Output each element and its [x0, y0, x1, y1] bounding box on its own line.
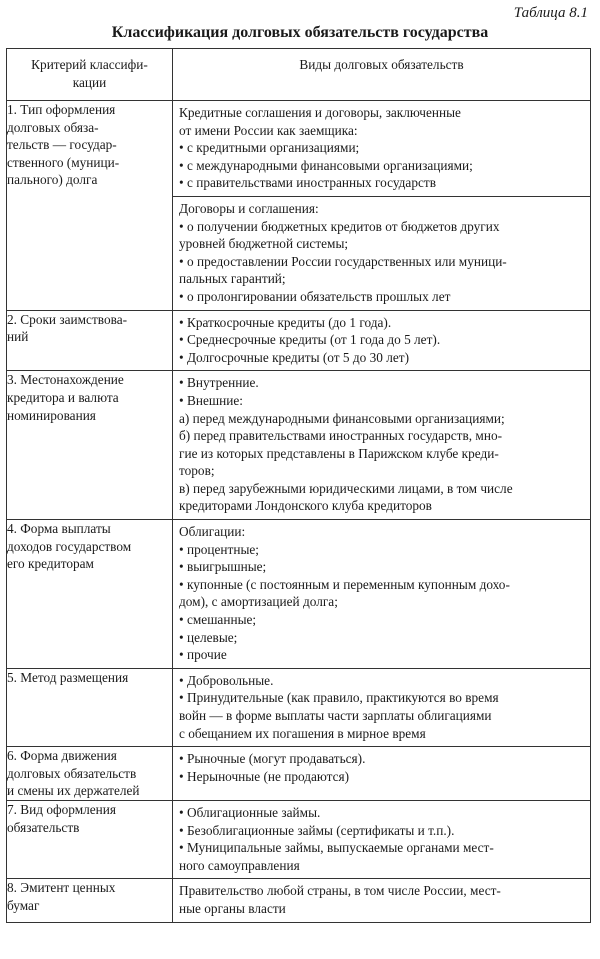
types-text-line: торов; [179, 463, 215, 479]
types-text-line: а) перед международными финансовыми организациями; [179, 410, 505, 426]
table-row [7, 101, 591, 311]
types-text-line: в) перед зарубежными юридическими лицами, в том числе [179, 480, 513, 496]
types-block [173, 311, 590, 371]
header-criterion [7, 49, 173, 101]
criterion-cell [7, 101, 173, 311]
types-block [173, 669, 590, 746]
types-text-line: кредиторами Лондонского клуба кредиторов [179, 498, 432, 514]
types-text-line: • Среднесрочные кредиты (от 1 года до 5 лет). [179, 332, 441, 348]
criterion-cell [7, 747, 173, 801]
types-cell [173, 520, 591, 669]
criterion-text-line: 2. Сроки заимствова- [7, 311, 128, 327]
types-text-line: • о пролонгировании обязательств прошлых лет [179, 288, 451, 304]
criterion-text-line: 1. Тип оформления [7, 102, 116, 117]
types-text-line: • Безоблигационные займы (сертификаты и т.п.). [179, 822, 455, 838]
types-text-line: • Нерыночные (не продаются) [179, 768, 350, 784]
types-text-line: Кредитные соглашения и договоры, заключенные [179, 105, 461, 120]
types-text-line: ные органы власти [179, 900, 286, 916]
criterion-text-line: 6. Форма движения [7, 748, 117, 764]
types-block [173, 371, 590, 519]
types-text-line: • прочие [179, 647, 227, 663]
types-cell [173, 101, 591, 311]
criterion-text-line: пального) долга [7, 172, 98, 188]
types-text-line: войн — в форме выплаты части зарплаты облигациями [179, 708, 492, 723]
types-text-line: • Внешние: [179, 392, 243, 408]
types-text-line: гие из которых представлены в Парижском клубе креди- [179, 445, 499, 461]
types-text-line: • процентные; [179, 541, 259, 557]
criterion-text-line: бумаг [7, 897, 40, 913]
criterion-cell [7, 668, 173, 746]
criterion-text-line: долговых обяза- [7, 119, 99, 135]
types-text-line: • Принудительные (как правило, практикуются во время [179, 690, 499, 706]
types-text-line: • с международными финансовыми организациями; [179, 157, 473, 173]
criterion-cell [7, 310, 173, 371]
criterion-text-line: 5. Метод размещения [7, 669, 129, 685]
criterion-text-line: долговых обязательств [7, 765, 137, 781]
types-text-line: Правительство любой страны, в том числе России, мест- [179, 883, 501, 899]
table-row [7, 668, 591, 746]
types-cell [173, 310, 591, 371]
criterion-text-line: ственного (муници- [7, 154, 120, 170]
types-cell [173, 371, 591, 520]
types-text-line: • о получении бюджетных кредитов от бюджетов других [179, 218, 500, 234]
types-text-line: • Долгосрочные кредиты (от 5 до 30 лет) [179, 349, 410, 365]
types-block [173, 747, 590, 789]
types-text-line: • смешанные; [179, 612, 257, 628]
types-text-line: от имени России как заемщика: [179, 122, 358, 138]
table-title: Классификация долговых обязательств государства [111, 24, 489, 41]
types-text-line: • Муниципальные займы, выпускаемые органами мест- [179, 840, 494, 856]
table-row [7, 747, 591, 801]
header-text-line: кации [72, 74, 107, 90]
types-text-line: уровней бюджетной системы; [179, 236, 349, 252]
types-text-line: • о предоставлении России государственных или муници- [179, 253, 507, 269]
criterion-text-line: его кредиторам [7, 556, 94, 572]
types-text-line: • выигрышные; [179, 559, 267, 575]
types-block [173, 520, 590, 668]
criterion-text-line: номинирования [7, 407, 96, 423]
types-text-line: с обещанием их погашения в мирное время [179, 725, 426, 741]
header-text-line: Критерий классифи- [31, 57, 148, 72]
criterion-cell [7, 520, 173, 669]
criterion-text-line: 7. Вид оформления [7, 801, 117, 817]
types-text-line: б) перед правительствами иностранных государств, мно- [179, 428, 503, 444]
types-block [173, 879, 590, 921]
types-cell [173, 668, 591, 746]
types-text-line: Договоры и соглашения: [179, 200, 319, 216]
types-text-line: • Облигационные займы. [179, 804, 321, 820]
criterion-text-line: 3. Местонахождение [7, 372, 124, 388]
types-text-line: • Краткосрочные кредиты (до 1 года). [179, 314, 392, 330]
types-text-line: дом), с амортизацией долга; [179, 594, 338, 610]
table-header-row [7, 49, 591, 101]
criterion-cell [7, 371, 173, 520]
types-text-line: • Добровольные. [179, 672, 274, 688]
classification-table [6, 48, 591, 923]
types-text-line: • Внутренние. [179, 375, 259, 391]
criterion-text-line: 8. Эмитент ценных [7, 880, 116, 896]
types-block [173, 101, 590, 196]
types-cell [173, 879, 591, 922]
table-number-label: Таблица 8.1 [513, 5, 588, 21]
types-text-line: пальных гарантий; [179, 271, 286, 287]
types-text-line: Облигации: [179, 524, 246, 540]
types-cell [173, 747, 591, 801]
header-text-line: Виды долговых обязательств [299, 57, 464, 72]
table-row [7, 371, 591, 520]
table-row [7, 520, 591, 669]
types-cell [173, 800, 591, 878]
table-row [7, 310, 591, 371]
types-block [173, 801, 590, 878]
types-text-line: • с правительствами иностранных государств [179, 175, 436, 191]
types-text-line: ного самоуправления [179, 857, 300, 873]
criterion-text-line: ний [7, 329, 29, 345]
criterion-cell [7, 879, 173, 922]
criterion-text-line: кредитора и валюта [7, 389, 119, 405]
table-row [7, 879, 591, 922]
criterion-text-line: 4. Форма выплаты [7, 521, 111, 537]
table-row [7, 800, 591, 878]
types-text-line: • целевые; [179, 629, 238, 645]
types-block [173, 196, 590, 310]
criterion-text-line: доходов государством [7, 538, 132, 554]
criterion-text-line: тельств — государ- [7, 137, 117, 153]
criterion-cell [7, 800, 173, 878]
criterion-text-line: обязательств [7, 819, 80, 835]
types-text-line: • купонные (с постоянным и переменным купонным дохо- [179, 576, 510, 592]
types-text-line: • Рыночные (могут продаваться). [179, 751, 366, 767]
criterion-text-line: и смены их держателей [7, 783, 140, 799]
header-types [173, 49, 591, 101]
types-text-line: • с кредитными организациями; [179, 140, 360, 156]
